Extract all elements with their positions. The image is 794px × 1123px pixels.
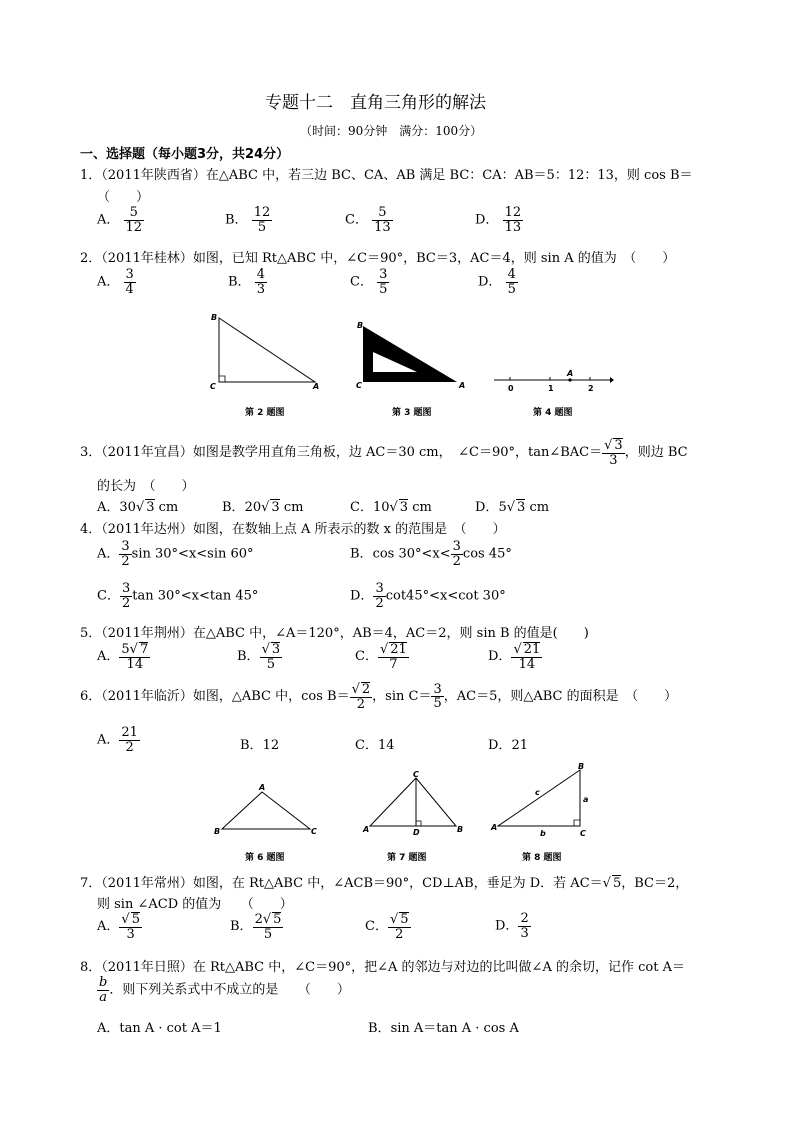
- q6-option-b[interactable]: B．12: [240, 738, 280, 753]
- fraction: $\frac{√ 2}{2}$: [351, 682, 371, 712]
- label-a: A: [459, 381, 466, 390]
- page-title: 专题十二 直角三角形的解法: [265, 93, 486, 113]
- label-b: B: [214, 827, 221, 836]
- q2-stem: 2．（2011年桂林）如图，已知 Rt△ABC 中，∠C＝90°，BC＝3，AC＝4，则 sin A 的值为 （ ）: [80, 251, 676, 266]
- label-c: C: [311, 827, 317, 836]
- q3-option-c[interactable]: C．10√ 3 cm: [350, 500, 432, 515]
- q2-option-a[interactable]: [97, 268, 136, 296]
- label-a-side: a: [583, 795, 589, 804]
- q5-stem: 5．（2011年荆州）在△ABC 中，∠A＝120°，AB＝4，AC＝2，则 sin B 的值是( ): [80, 626, 589, 641]
- option-letter: C．: [350, 274, 373, 290]
- q7-option-b[interactable]: B． $\frac{2√ 5}{5}$: [230, 912, 282, 942]
- label-c-side: c: [535, 788, 540, 797]
- figure-8: [488, 762, 598, 840]
- option-letter: D．: [475, 212, 499, 228]
- q6-option-c[interactable]: C．14: [355, 738, 395, 753]
- figure-4: [490, 365, 615, 395]
- figure-6: [210, 780, 325, 840]
- figure-7-caption: 第 7 题图: [387, 853, 427, 863]
- q3-stem-b: ，则边 BC: [624, 445, 688, 461]
- fraction: $\frac{5√ 7}{14}$: [121, 642, 149, 672]
- option-letter: D．: [478, 274, 502, 290]
- fraction: $\frac{12}{13}$: [504, 205, 522, 235]
- q2-option-b[interactable]: [228, 268, 267, 296]
- label-b: B: [211, 313, 218, 322]
- q8-option-a[interactable]: A．tan A · cot A＝1: [97, 1021, 222, 1036]
- q4-option-a[interactable]: A． $\frac{3}{2}$ sin 30°<x<sin 60°: [97, 539, 254, 569]
- q6-option-d[interactable]: D．21: [488, 738, 528, 753]
- q4-option-c[interactable]: C． $\frac{3}{2}$ tan 30°<x<tan 45°: [97, 581, 259, 611]
- fraction: $\frac{b}{a}$: [99, 975, 108, 1005]
- fraction: $\frac{2}{3}$: [520, 911, 529, 941]
- tick-2: 2: [588, 384, 594, 393]
- q5-option-b[interactable]: B． $\frac{√ 3}{5}$: [237, 642, 281, 672]
- tick-1: 1: [548, 384, 554, 393]
- q5-option-d[interactable]: D． $\frac{√ 21}{14}$: [488, 642, 541, 672]
- q1-option-a[interactable]: [97, 206, 144, 234]
- label-b: B: [457, 825, 464, 834]
- q7-stem: 7．（2011年常州）如图，在 Rt△ABC 中，∠ACB＝90°，CD⊥AB，垂足为 D．若 AC＝√ 5，BC＝2，: [80, 876, 689, 891]
- q8-stem: 8．（2011年日照）在 Rt△ABC 中，∠C＝90°，把∠A 的邻边与对边的比叫做∠A 的余切，记作 cot A＝: [80, 960, 685, 975]
- q1-option-b[interactable]: [225, 206, 272, 234]
- label-b: B: [357, 321, 364, 330]
- q4-option-d[interactable]: D． $\frac{3}{2}$ cot45°<x<cot 30°: [350, 581, 506, 611]
- fraction: $\frac{4}{5}$: [507, 267, 516, 297]
- figure-3: [355, 320, 470, 390]
- page-subtitle: （时间：90分钟 满分：100分）: [300, 124, 483, 138]
- label-c: C: [210, 382, 216, 391]
- fraction: $\frac{3}{2}$: [375, 581, 384, 611]
- label-c: C: [413, 770, 419, 779]
- q1-option-d[interactable]: [475, 206, 523, 234]
- fraction: $\frac{3}{5}$: [433, 681, 442, 712]
- q3-stem-a: 3．（2011年宜昌）如图是教学用直角三角板，边 AC＝30 cm， ∠C＝90°，tan∠BAC＝: [80, 445, 603, 461]
- option-letter: C．: [345, 212, 368, 228]
- fraction: $\frac{2√ 5}{5}$: [254, 912, 282, 942]
- fraction: $\frac{3}{2}$: [121, 539, 130, 569]
- q1-blank: （ ）: [97, 190, 150, 205]
- q6-option-a[interactable]: A． $\frac{21}{2}$: [97, 725, 138, 755]
- fraction: $\frac{12}{5}$: [253, 205, 271, 235]
- figure-8-caption: 第 8 题图: [522, 853, 562, 863]
- q1-option-c[interactable]: [345, 206, 393, 234]
- fraction: $\frac{√ 3}{5}$: [261, 642, 281, 672]
- q5-option-a[interactable]: A． $\frac{5√ 7}{14}$: [97, 642, 149, 672]
- q5-option-c[interactable]: C． $\frac{√ 21}{7}$: [355, 642, 407, 672]
- fraction: $\frac{3}{2}$: [121, 581, 131, 611]
- label-b: B: [578, 762, 585, 771]
- fraction: $\frac{5}{13}$: [374, 205, 391, 235]
- q7-option-d[interactable]: D． $\frac{2}{3}$: [495, 911, 529, 941]
- fraction: $\frac{21}{2}$: [121, 725, 138, 755]
- fraction: $\frac{3}{4}$: [125, 267, 134, 297]
- label-b-side: b: [540, 829, 546, 838]
- option-letter: B．: [225, 212, 248, 228]
- option-letter: A．: [97, 212, 120, 228]
- q1-stem: 1．（2011年陕西省）在△ABC 中，若三边 BC、CA、AB 满足 BC：CA：AB＝5：12：13，则 cos B＝: [80, 168, 693, 183]
- label-a: A: [363, 825, 370, 834]
- fraction: $\frac{√ 5}{2}$: [389, 912, 409, 942]
- label-a: A: [313, 382, 320, 391]
- label-a: A: [259, 783, 266, 792]
- fraction: $\frac{√ 21}{7}$: [379, 642, 407, 672]
- fraction: $\frac{√ 21}{14}$: [513, 642, 541, 672]
- label-c: C: [356, 381, 362, 390]
- q2-option-d[interactable]: [478, 268, 518, 296]
- fraction: $\frac{√ 3}{3}$: [604, 438, 623, 468]
- figure-2: [205, 310, 330, 405]
- fraction: $\frac{5}{12}$: [125, 205, 143, 235]
- figure-2-caption: 第 2 题图: [245, 408, 285, 418]
- label-a: A: [491, 823, 498, 832]
- q7-stem-line2: 则 sin ∠ACD 的值为 （ ）: [97, 897, 293, 912]
- q7-option-c[interactable]: C． $\frac{√ 5}{2}$: [365, 912, 409, 942]
- q3-option-d[interactable]: D．5√ 3 cm: [475, 500, 550, 515]
- q7-option-a[interactable]: A． $\frac{√ 5}{3}$: [97, 912, 140, 942]
- q3-option-b[interactable]: B．20√ 3 cm: [222, 500, 304, 515]
- q8-option-b[interactable]: B．sin A＝tan A · cos A: [368, 1021, 519, 1036]
- q2-option-c[interactable]: [350, 268, 389, 296]
- fraction: $\frac{√ 5}{3}$: [121, 912, 140, 942]
- figure-4-caption: 第 4 题图: [533, 408, 573, 418]
- option-letter: B．: [228, 274, 251, 290]
- q3-stem-line2: 的长为 （ ）: [97, 479, 195, 494]
- q3-option-a[interactable]: A．30√ 3 cm: [97, 500, 179, 515]
- fraction: $\frac{4}{3}$: [256, 267, 265, 297]
- section-heading: 一、选择题（每小题3分，共24分）: [80, 147, 290, 162]
- q4-option-b[interactable]: B．cos 30°<x< $\frac{3}{2}$ cos 45°: [350, 539, 512, 569]
- fraction: $\frac{3}{2}$: [452, 539, 461, 569]
- figure-7: [360, 768, 470, 840]
- q8-stem-line2: $\frac{b}{a}$ ．则下列关系式中不成立的是 （ ）: [99, 975, 350, 1005]
- q6-stem: 6．（2011年临沂）如图，△ABC 中，cos B＝ $\frac{√ 2}{2}$ ，sin C＝ $\frac{3}{5}$ ，AC＝5，则△ABC 的面积是 （ ）: [80, 681, 678, 712]
- q4-stem: 4．（2011年达州）如图，在数轴上点 A 所表示的数 x 的范围是 （ ）: [80, 522, 506, 537]
- tick-0: 0: [508, 384, 514, 393]
- fraction: $\frac{3}{5}$: [379, 267, 388, 297]
- q3-stem: [80, 438, 688, 467]
- point-a-label: A: [567, 369, 574, 378]
- figure-6-caption: 第 6 题图: [245, 853, 285, 863]
- label-d: D: [413, 828, 420, 837]
- figure-3-caption: 第 3 题图: [392, 408, 432, 418]
- label-c: C: [580, 829, 586, 838]
- option-letter: A．: [97, 274, 120, 290]
